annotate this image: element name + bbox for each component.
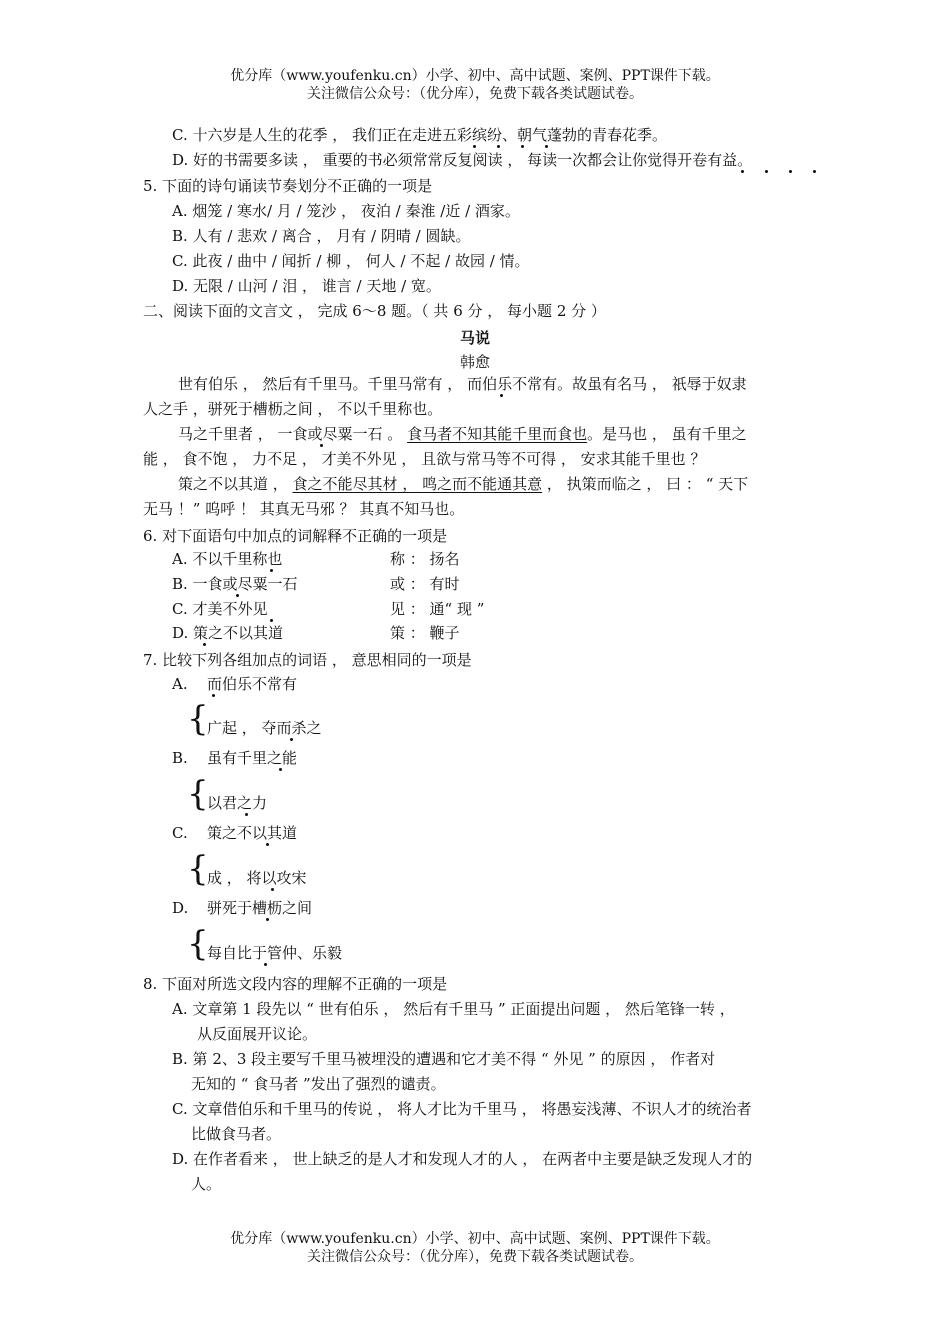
p2-text-a: 马之千里者 ， 一食或尽粟一石 。 [178, 425, 408, 443]
p3-text-a: 策之不以其道 ， [178, 475, 293, 493]
q5-option-b: B. 人有 / 悲欢 / 离合 ， 月有 / 阴晴 / 圆缺。 [172, 227, 471, 245]
passage-p1-line-1: 世有伯乐 ， 然后有千里马。千里马常有 ， 而伯乐不常有。故虽有名马 ， 祇辱于奴隶 [178, 375, 747, 393]
page-header-line-2: 关注微信公众号：（优分库），免费下载各类试题试卷。 [307, 86, 643, 102]
q6-option-b-sentence: B. 一食或尽粟一石 [172, 575, 298, 593]
q7-group-b-second: 以君之力 [207, 794, 268, 812]
q8-option-b-line-2: 无知的 “ 食马者 ”发出了强烈的谴责。 [191, 1075, 446, 1093]
q5-option-c: C. 此夜 / 曲中 / 闻折 / 柳 ， 何人 / 不起 / 故园 / 情。 [172, 252, 530, 270]
q8-option-c-line-2: 比做食马者。 [191, 1125, 282, 1143]
q7-group-d-second: 每自比于管仲、乐毅 [207, 944, 343, 962]
passage-p3-line-1 [178, 473, 748, 495]
p3-underlined: 食之不能尽其材 ， 鸣之而不能通其意 [292, 475, 543, 493]
q5-option-a: A. 烟笼 / 寒水/ 月 / 笼沙 ， 夜泊 / 秦淮 /近 / 酒家。 [172, 202, 520, 220]
q6-option-c-sentence: C. 才美不外见 [172, 600, 268, 618]
page-footer-line-2: 关注微信公众号：（优分库），免费下载各类试题试卷。 [307, 1249, 643, 1265]
passage-p2-line-1 [178, 423, 747, 445]
page-header-line-1: 优分库（www.youfenku.cn）小学、初中、高中试题、案例、PPT课件下载。 [230, 68, 720, 84]
q7-group-b-first: 虽有千里之能 [207, 749, 298, 767]
page-footer-line-1: 优分库（www.youfenku.cn）小学、初中、高中试题、案例、PPT课件下载。 [230, 1231, 720, 1247]
q7-group-b-brace: { [187, 774, 209, 814]
q7-group-a-second: 广起 ， 夺而杀之 [207, 719, 322, 737]
q6-option-b-gloss: 或 ： 有时 [390, 575, 460, 593]
q7-group-a-label: A. [172, 675, 188, 693]
q7-group-c-second: 成 ， 将以攻宋 [207, 869, 307, 887]
q8-option-c-line-1: C. 文章借伯乐和千里马的传说 ， 将人才比为千里马 ， 将愚妄浅薄、不识人才的统治者 [172, 1100, 752, 1118]
q6-option-d-gloss: 策 ： 鞭子 [390, 624, 460, 642]
passage-p2-line-2: 能 ， 食不饱 ， 力不足 ， 才美不外见 ， 且欲与常马等不可得 ， 安求其能千里也 ？ [143, 450, 706, 468]
passage-author: 韩愈 [459, 353, 490, 371]
q5-stem: 5. 下面的诗句诵读节奏划分不正确的一项是 [143, 177, 433, 195]
section-2-heading: 二、阅读下面的文言文 ， 完成 6～8 题。（ 共 6 分 ， 每小题 2 分 ） [143, 302, 606, 320]
q7-group-c-first: 策之不以其道 [207, 824, 298, 842]
q4-option-d: D. 好的书需要多读 ， 重要的书必须常常反复阅读 ， 每读一次都会让你觉得开卷有益。 [172, 151, 753, 169]
q8-option-d-line-2: 人。 [191, 1175, 222, 1193]
q7-group-d-brace: { [187, 924, 209, 964]
q5-option-d: D. 无限 / 山河 / 泪 ， 谁言 / 天地 / 宽。 [172, 277, 441, 295]
q8-option-b-line-1: B. 第 2、3 段主要写千里马被埋没的遭遇和它才美不得 “ 外见 ” 的原因 ， 作者对 [172, 1050, 716, 1068]
q7-stem: 7. 比较下列各组加点的词语 ， 意思相同的一项是 [143, 651, 472, 669]
q6-option-d-sentence: D. 策之不以其道 [172, 624, 284, 642]
q4-option-c: C. 十六岁是人生的花季 ， 我们正在走进五彩缤纷、朝气蓬勃的青春花季。 [172, 126, 668, 144]
q6-option-c-gloss: 见 ： 通“ 现 ” [390, 600, 485, 618]
q8-option-a-line-2: 从反面展开议论。 [197, 1025, 318, 1043]
passage-title: 马说 [459, 329, 490, 347]
q7-group-a-first: 而伯乐不常有 [207, 675, 298, 693]
q8-option-d-line-1: D. 在作者看来 ， 世上缺乏的是人才和发现人才的人 ， 在两者中主要是缺乏发现人才的 [172, 1150, 753, 1168]
q7-group-c-brace: { [187, 849, 209, 889]
q6-stem: 6. 对下面语句中加点的词解释不正确的一项是 [143, 527, 448, 545]
p2-underlined: 食马者不知其能千里而食也 [407, 425, 588, 443]
q7-group-d-label: D. [172, 899, 189, 917]
q6-option-a-gloss: 称 ： 扬名 [390, 550, 460, 568]
q8-option-a-line-1: A. 文章第 1 段先以 “ 世有伯乐 ， 然后有千里马 ” 正面提出问题 ， 然后笔锋一转 ， [172, 1000, 735, 1018]
q7-group-d-first: 骈死于槽枥之间 [207, 899, 313, 917]
q7-group-c-label: C. [172, 824, 188, 842]
p3-text-b: ， 执策而临之 ， 曰 ： “ 天下 [542, 475, 749, 493]
passage-p3-line-2: 无马 ！” 呜呼 ！ 其真无马邪 ？ 其真不知马也。 [143, 500, 465, 518]
passage-p1-line-2: 人之手 ，骈死于槽枥之间 ， 不以千里称也。 [143, 400, 443, 418]
q7-group-a-brace: { [187, 699, 209, 739]
q8-stem: 8. 下面对所选文段内容的理解不正确的一项是 [143, 975, 448, 993]
q7-group-b-label: B. [172, 749, 188, 767]
q6-option-a-sentence: A. 不以千里称也 [172, 550, 283, 568]
p2-text-b: 。是马也 ， 虽有千里之 [587, 425, 747, 443]
